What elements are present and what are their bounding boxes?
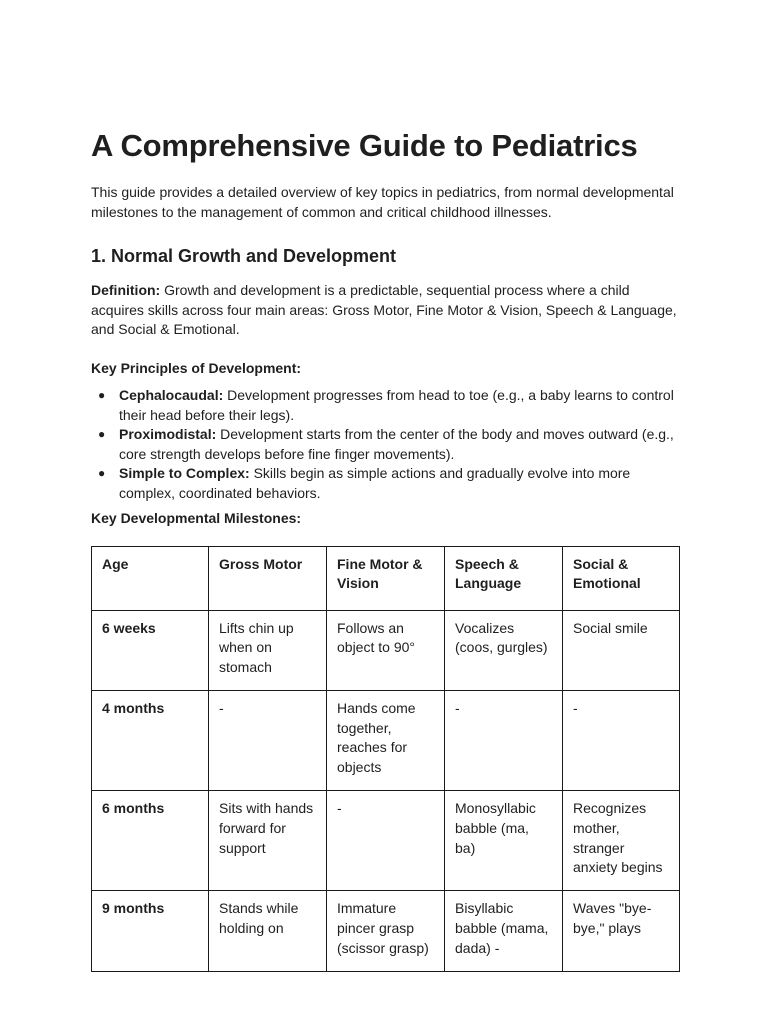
header-cell-gross-motor: Gross Motor [209, 546, 327, 610]
table-cell: Social smile [563, 610, 680, 690]
header-cell-age: Age [92, 546, 209, 610]
definition-text: Growth and development is a predictable, sequential process where a child acquires skills across four main areas: Gross Motor, Fine Motor & Vision, Speech & Language, and Social & Emotional. [91, 282, 677, 337]
header-cell-social-emotional: Social & Emotional [563, 546, 680, 610]
table-cell: Vocalizes (coos, gurgles) [445, 610, 563, 690]
milestones-heading: Key Developmental Milestones: [91, 510, 302, 526]
table-cell: Follows an object to 90° [327, 610, 445, 690]
table-cell: Sits with hands forward for support [209, 791, 327, 891]
table-cell-age: 9 months [92, 891, 209, 971]
milestones-table [91, 546, 680, 972]
bullet-icon: ● [98, 388, 106, 402]
table-cell-age: 6 months [92, 791, 209, 891]
principle-term: Proximodistal: [119, 426, 217, 442]
principle-term: Simple to Complex: [119, 465, 250, 481]
table-cell: Bisyllabic babble (mama, dada) - [445, 891, 563, 971]
list-item [98, 464, 679, 503]
definition-label: Definition: [91, 282, 161, 298]
table-cell: - [563, 690, 680, 790]
table-cell: Recognizes mother, stranger anxiety begins [563, 791, 680, 891]
section-heading: 1. Normal Growth and Development [91, 246, 397, 266]
list-item [98, 425, 679, 464]
table-header-row [92, 546, 680, 610]
bullet-icon: ● [98, 466, 106, 480]
header-cell-fine-motor-vision: Fine Motor & Vision [327, 546, 445, 610]
table-cell: Immature pincer grasp (scissor grasp) [327, 891, 445, 971]
principles-heading: Key Principles of Development: [91, 359, 302, 376]
table-row [92, 610, 680, 690]
table-cell: - [327, 791, 445, 891]
table-cell: - [209, 690, 327, 790]
principle-term: Cephalocaudal: [119, 387, 224, 403]
table-cell: Stands while holding on [209, 891, 327, 971]
principle-text: Development starts from the center of the body and moves outward (e.g., core strength develops before fine finger movements). [119, 426, 674, 462]
list-item [98, 386, 679, 425]
table-cell-age: 6 weeks [92, 610, 209, 690]
principles-list [91, 386, 679, 503]
table-cell-age: 4 months [92, 690, 209, 790]
table-cell: Monosyllabic babble (ma, ba) [445, 791, 563, 891]
table-cell: Lifts chin up when on stomach [209, 610, 327, 690]
definition-paragraph [91, 281, 679, 340]
table-cell: Waves "bye-bye," plays [563, 891, 680, 971]
principle-text: Skills begin as simple actions and gradually evolve into more complex, coordinated behaviors. [119, 465, 631, 501]
intro-paragraph: This guide provides a detailed overview of key topics in pediatrics, from normal developmental milestones to the management of common and critical childhood illnesses. [91, 184, 674, 220]
table-row [92, 690, 680, 790]
bullet-icon: ● [98, 427, 106, 441]
table-row [92, 891, 680, 971]
table-row [92, 791, 680, 891]
table-cell: - [445, 690, 563, 790]
page-title: A Comprehensive Guide to Pediatrics [91, 128, 638, 163]
document-page [91, 124, 679, 972]
header-cell-speech-language: Speech & Language [445, 546, 563, 610]
principle-text: Development progresses from head to toe (e.g., a baby learns to control their head before their legs). [119, 387, 674, 423]
table-cell: Hands come together, reaches for objects [327, 690, 445, 790]
